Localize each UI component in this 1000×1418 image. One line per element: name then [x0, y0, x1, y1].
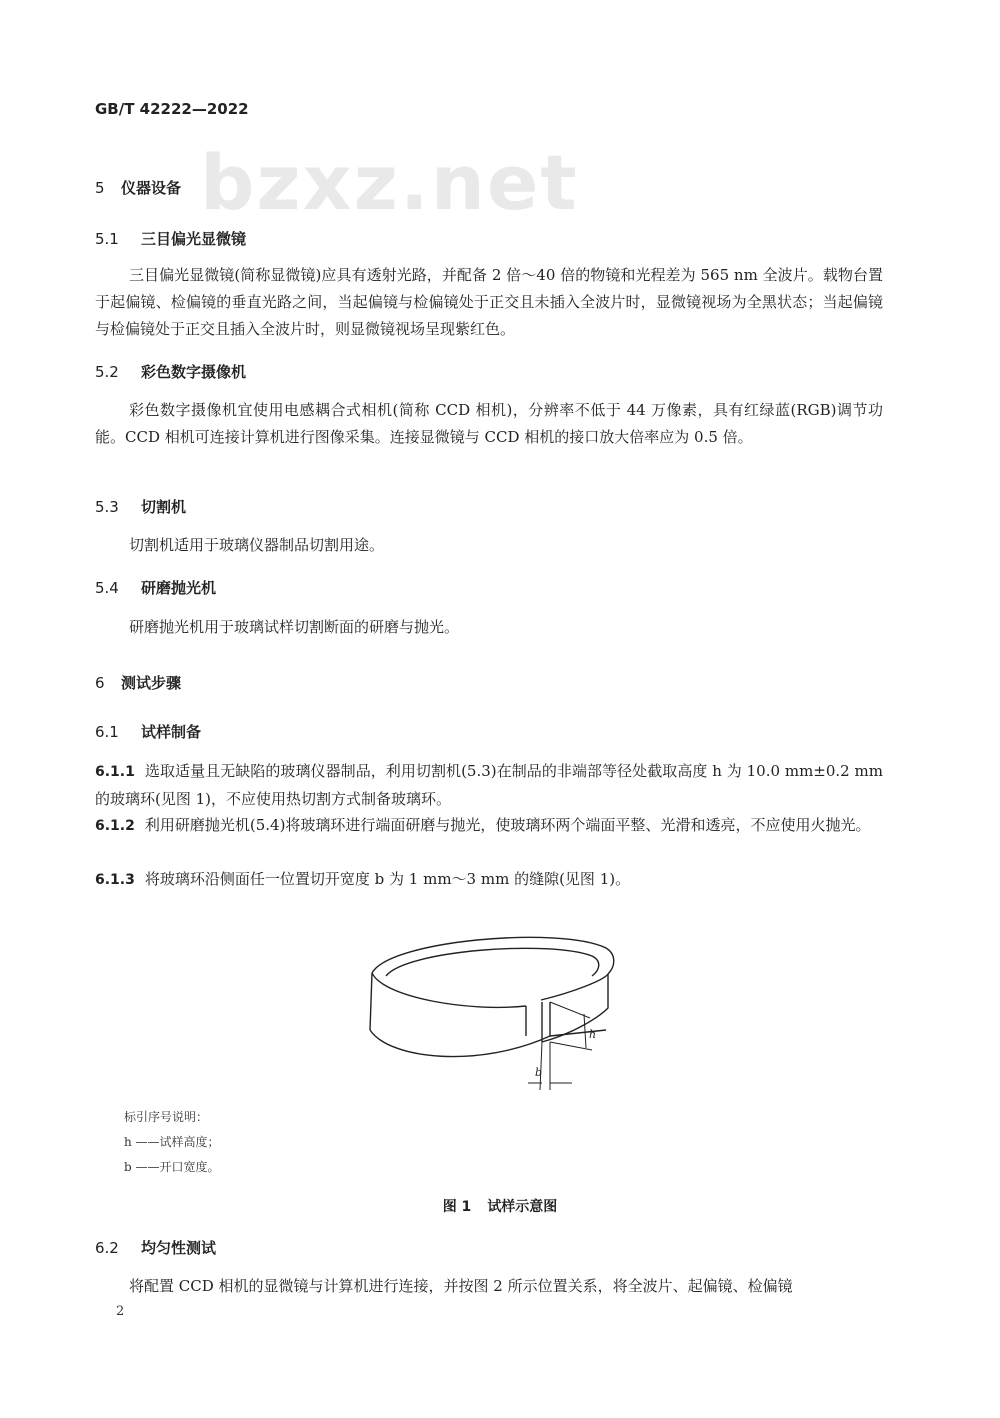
section-title: 测试步骤	[121, 674, 182, 692]
section-heading-5-3	[95, 496, 186, 517]
section-heading-5	[95, 177, 181, 198]
paragraph-5-4: 研磨抛光机用于玻璃试样切割断面的研磨与抛光。	[129, 618, 460, 636]
section-title: 切割机	[141, 498, 187, 516]
glass-ring-figure	[360, 918, 620, 1098]
page-number: 2	[116, 1304, 125, 1319]
figure-caption	[0, 1196, 1000, 1216]
paragraph-5-3: 切割机适用于玻璃仪器制品切割用途。	[129, 536, 385, 554]
label-b: b	[535, 1066, 543, 1079]
clause-text: 利用研磨抛光机(5.4)将玻璃环进行端面研磨与抛光，使玻璃环两个端面平整、光滑和透亮，不应使用火抛光。	[144, 816, 871, 834]
section-number: 5.4	[95, 579, 119, 597]
label-h: h	[589, 1028, 597, 1041]
section-title: 均匀性测试	[141, 1239, 217, 1257]
section-heading-5-4	[95, 577, 216, 598]
figure-key-title: 标引序号说明：	[124, 1110, 209, 1124]
clause-text: 选取适量且无缺陷的玻璃仪器制品，利用切割机(5.3)在制品的非端部等径处截取高度 h 为 10.0 mm±0.2 mm 的玻璃环(见图 1)，不应使用热切割方式制备玻璃环。	[95, 762, 883, 808]
clause-6-1-3	[95, 866, 883, 894]
clause-number: 6.1.1	[95, 764, 135, 780]
section-title: 彩色数字摄像机	[141, 363, 247, 381]
section-number: 6.2	[95, 1239, 119, 1257]
section-number: 6	[95, 674, 105, 692]
figure-key-h: h ——试样高度；	[124, 1135, 220, 1149]
section-heading-6	[95, 672, 181, 693]
standard-number: GB/T 42222—2022	[95, 100, 249, 118]
figure-key-b: b ——开口宽度。	[124, 1160, 220, 1174]
paragraph-5-1: 三目偏光显微镜(简称显微镜)应具有透射光路，并配备 2 倍～40 倍的物镜和光程差为 565 nm 全波片。载物台置于起偏镜、检偏镜的垂直光路之间，当起偏镜与检偏镜处于正交且未插入全波片时，显微镜视场为全黑状态；当起偏镜与检偏镜处于正交且插入全波片时，则显微镜视场呈现紫红色。	[95, 266, 883, 338]
section-number: 5.2	[95, 363, 119, 381]
section-heading-6-2	[95, 1237, 216, 1258]
section-number: 5.3	[95, 498, 119, 516]
section-heading-6-1	[95, 721, 201, 742]
paragraph-6-2: 将配置 CCD 相机的显微镜与计算机进行连接，并按图 2 所示位置关系，将全波片、起偏镜、检偏镜	[129, 1277, 793, 1295]
figure-title: 试样示意图	[487, 1199, 558, 1215]
watermark: bzxz.net	[200, 138, 579, 227]
section-number: 6.1	[95, 723, 119, 741]
section-number: 5	[95, 179, 105, 197]
section-title: 试样制备	[141, 723, 202, 741]
section-title: 研磨抛光机	[141, 579, 217, 597]
clause-6-1-2	[95, 812, 883, 840]
paragraph-5-2: 彩色数字摄像机宜使用电感耦合式相机(简称 CCD 相机)，分辨率不低于 44 万像素，具有红绿蓝(RGB)调节功能。CCD 相机可连接计算机进行图像采集。连接显微镜与 CCD 相机的接口放大倍率应为 0.5 倍。	[95, 401, 883, 446]
section-title: 三目偏光显微镜	[141, 230, 247, 248]
clause-6-1-1	[95, 758, 883, 813]
clause-number: 6.1.2	[95, 818, 135, 834]
section-number: 5.1	[95, 230, 119, 248]
clause-number: 6.1.3	[95, 872, 135, 888]
section-heading-5-1	[95, 228, 246, 249]
section-heading-5-2	[95, 361, 246, 382]
section-title: 仪器设备	[121, 179, 182, 197]
clause-text: 将玻璃环沿侧面任一位置切开宽度 b 为 1 mm～3 mm 的缝隙(见图 1)。	[144, 870, 631, 888]
figure-number: 图 1	[442, 1199, 472, 1215]
